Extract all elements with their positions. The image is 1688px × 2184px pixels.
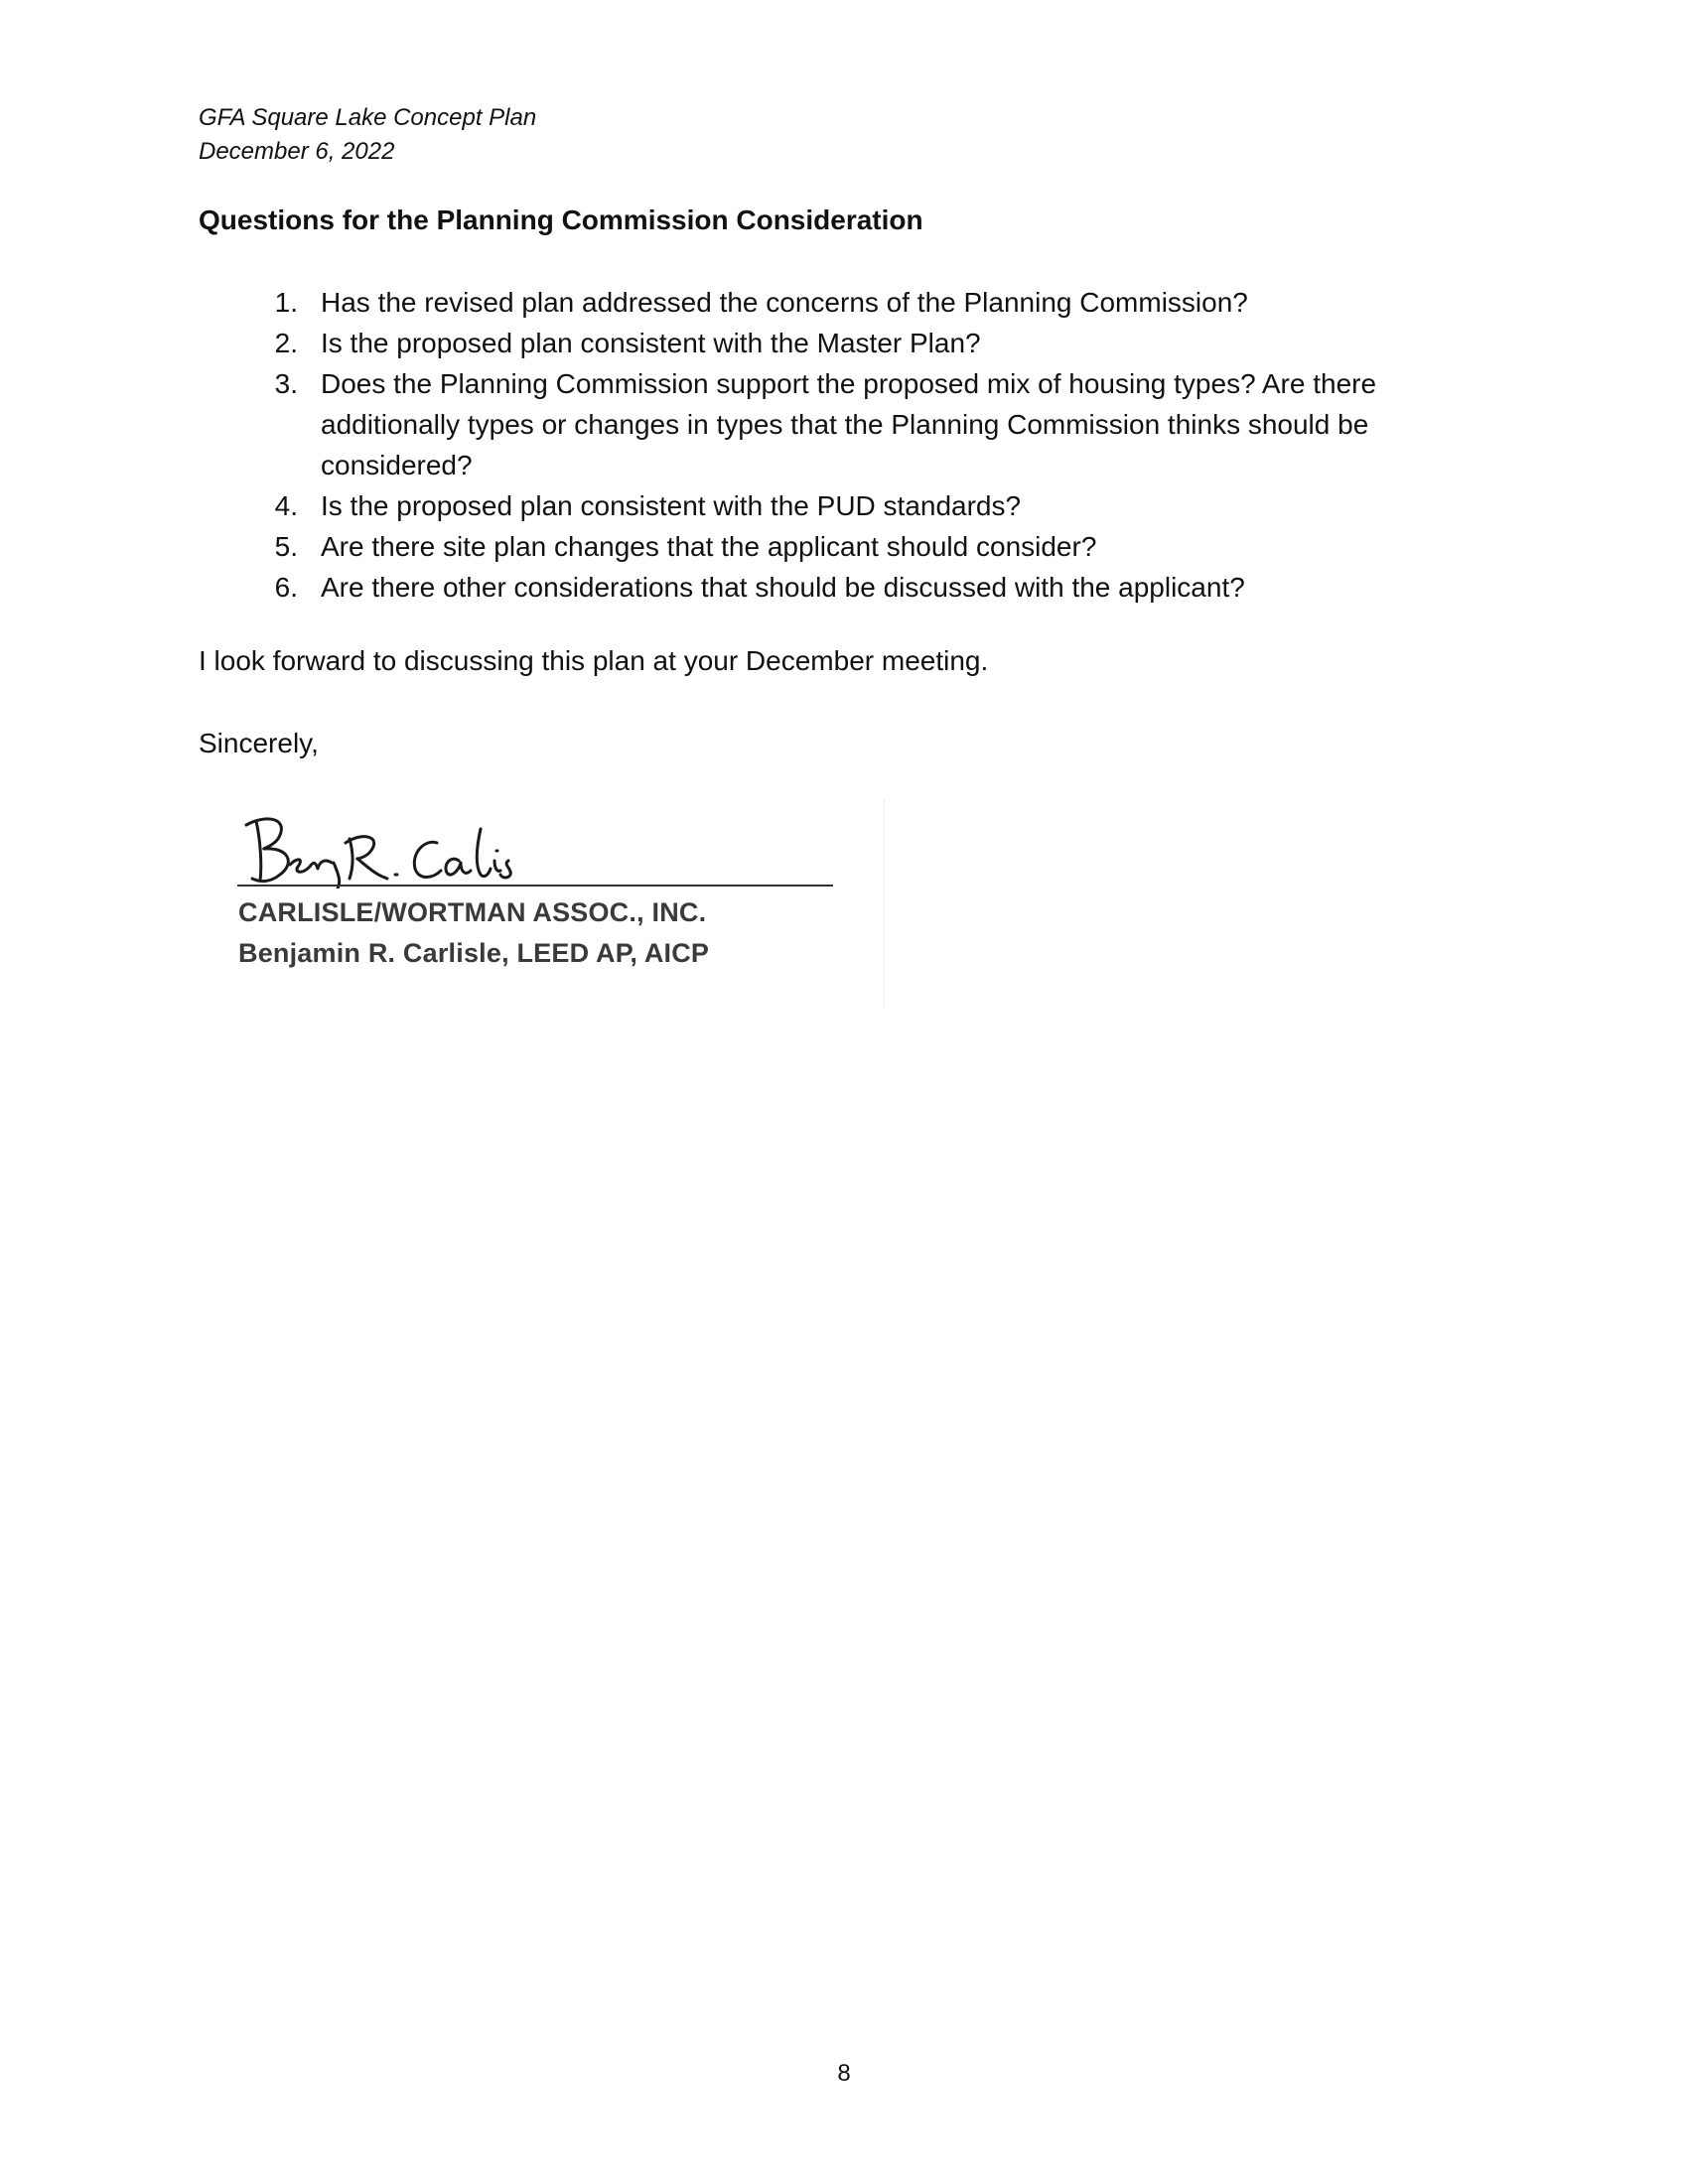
list-item	[243, 485, 1475, 526]
header-date: December 6, 2022	[199, 138, 395, 165]
list-item-text: Does the Planning Commission support the proposed mix of housing types? Are there additionally types or changes in types that the Planning Commission thinks should be considered?	[321, 368, 1377, 480]
signature-scan-edge	[884, 799, 885, 1008]
list-item-number: 2.	[274, 328, 298, 358]
list-item-number: 5.	[274, 531, 298, 562]
page-number: 8	[837, 2060, 851, 2087]
signature-block	[223, 799, 889, 1013]
list-item-text: Is the proposed plan consistent with the PUD standards?	[321, 490, 1022, 521]
handwritten-signature	[238, 809, 635, 888]
signature-line	[237, 885, 833, 887]
list-item-text: Is the proposed plan consistent with the Master Plan?	[321, 328, 981, 358]
questions-list	[243, 282, 1475, 608]
list-item	[243, 323, 1475, 363]
closing-paragraph: I look forward to discussing this plan at your December meeting.	[199, 645, 989, 676]
list-item-number: 3.	[274, 368, 298, 399]
list-item-number: 1.	[274, 287, 298, 318]
list-item-number: 6.	[274, 572, 298, 603]
list-item	[243, 363, 1475, 485]
document-header	[199, 101, 536, 169]
section-heading: Questions for the Planning Commission Consideration	[199, 205, 923, 235]
header-title: GFA Square Lake Concept Plan	[199, 104, 537, 131]
list-item-text: Are there site plan changes that the applicant should consider?	[321, 531, 1097, 562]
list-item	[243, 567, 1475, 608]
list-item	[243, 282, 1475, 323]
salutation: Sincerely,	[199, 728, 319, 758]
signature-name: Benjamin R. Carlisle, LEED AP, AICP	[238, 938, 710, 968]
signature-company: CARLISLE/WORTMAN ASSOC., INC.	[238, 897, 707, 927]
list-item-text: Are there other considerations that should be discussed with the applicant?	[321, 572, 1245, 603]
list-item-number: 4.	[274, 490, 298, 521]
list-item-text: Has the revised plan addressed the concerns of the Planning Commission?	[321, 287, 1248, 318]
list-item	[243, 526, 1475, 567]
